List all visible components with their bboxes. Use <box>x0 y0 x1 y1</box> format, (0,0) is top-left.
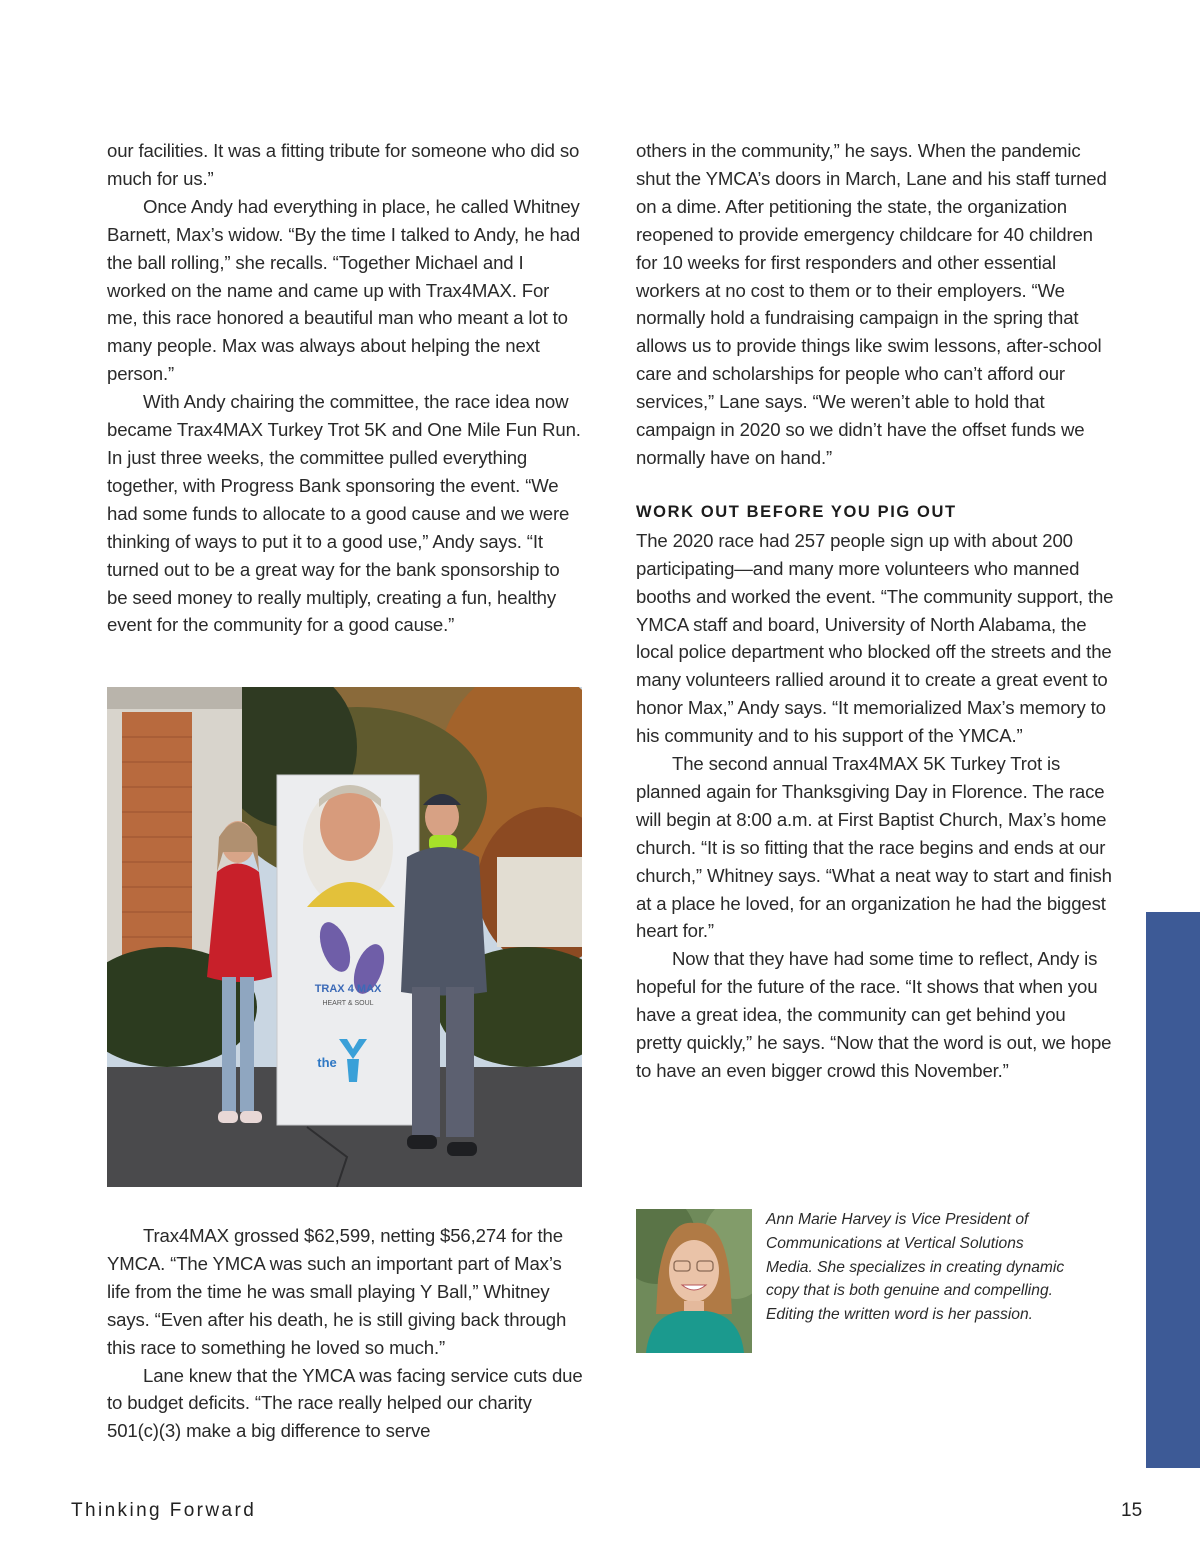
page-number: 15 <box>1121 1500 1143 1521</box>
banner-ymca-word: the <box>317 1055 337 1070</box>
paragraph: Once Andy had everything in place, he called Whitney Barnett, Max’s widow. “By the time I talked to Andy, he had the ball rolling,” she recalls. “Together Michael and I worked on the name and came up with Trax4MAX. For me, this race honored a beautiful man who meant a lot to many people. Max was always about helping the next person.” <box>107 195 581 385</box>
left-column-bottom <box>107 1222 587 1445</box>
left-column-top <box>107 137 582 639</box>
author-headshot <box>636 1209 752 1353</box>
side-accent-bar <box>1146 912 1200 1468</box>
banner-trax-text: TRAX 4 MAX <box>314 983 382 995</box>
paragraph: The 2020 race had 257 people sign up with about 200 participating—and many more volunteers who manned booths and worked the event. “The community support, the YMCA staff and board, University of North Alabama, the local police department who blocked off the streets and the many volunteers rallied around it to create a great event to honor Max,” Andy says. “It memorialized Max’s memory to his community and to his support of the YMCA.” <box>636 529 1114 747</box>
event-photo <box>107 687 582 1187</box>
right-column <box>636 137 1116 1085</box>
paragraph: Now that they have had some time to reflect, Andy is hopeful for the future of the race. “It shows that when you have a great idea, the community can get behind you pretty quickly,” he says. “Now that the word is out, we hope to have an even bigger crowd this November.” <box>636 948 1112 1081</box>
paragraph: With Andy chairing the committee, the race idea now became Trax4MAX Turkey Trot 5K and One Mile Fun Run. In just three weeks, the committee pulled everything together, with Progress Bank sponsoring the event. “We had some funds to allocate to a good cause and we were thinking of ways to put it to a good use,” Andy says. “It turned out to be a great way for the bank sponsorship to be seed money to really multiply, creating a fun, healthy event for the community for a good cause.” <box>107 391 581 636</box>
paragraph: others in the community,” he says. When the pandemic shut the YMCA’s doors in March, Lane and his staff turned on a dime. After petitioning the state, the organization reopened to provide emergency childcare for 40 children for 10 weeks for first responders and other essential workers at no cost to them or to their employers. “We normally hold a fundraising campaign in the spring that allows us to provide things like swim lessons, after-school care and scholarships for people who can’t afford our services,” Lane says. “We weren’t able to hold that campaign in 2020 so we didn’t have the offset funds we normally have on hand.” <box>636 140 1107 468</box>
paragraph: our facilities. It was a fitting tribute for someone who did so much for us.” <box>107 140 580 189</box>
paragraph: Trax4MAX grossed $62,599, netting $56,274 for the YMCA. “The YMCA was such an important part of Max’s life from the time he was small playing Y Ball,” Whitney says. “Even after his death, he is still giving back through this race to something he loved so much.” <box>107 1225 567 1358</box>
publication-title: Thinking Forward <box>71 1500 257 1521</box>
paragraph: The second annual Trax4MAX 5K Turkey Trot is planned again for Thanksgiving Day in Florence. The race will begin at 8:00 a.m. at First Baptist Church, Max’s home church. “It is so fitting that the race begins and ends at our church,” Whitney says. “What a neat way to start and finish at a place he loved, for an organization he had the biggest heart for.” <box>636 753 1112 942</box>
banner-heart-text: HEART & SOUL <box>322 1000 374 1007</box>
paragraph: Lane knew that the YMCA was facing service cuts due to budget deficits. “The race really helped our charity 501(c)(3) make a big difference to serve <box>107 1364 583 1442</box>
section-subhead: WORK OUT BEFORE YOU PIG OUT <box>636 502 957 521</box>
author-bio: Ann Marie Harvey is Vice President of Communications at Vertical Solutions Media. She specializes in creating dynamic copy that is both genuine and compelling. Editing the written word is her passion. <box>766 1211 1065 1324</box>
